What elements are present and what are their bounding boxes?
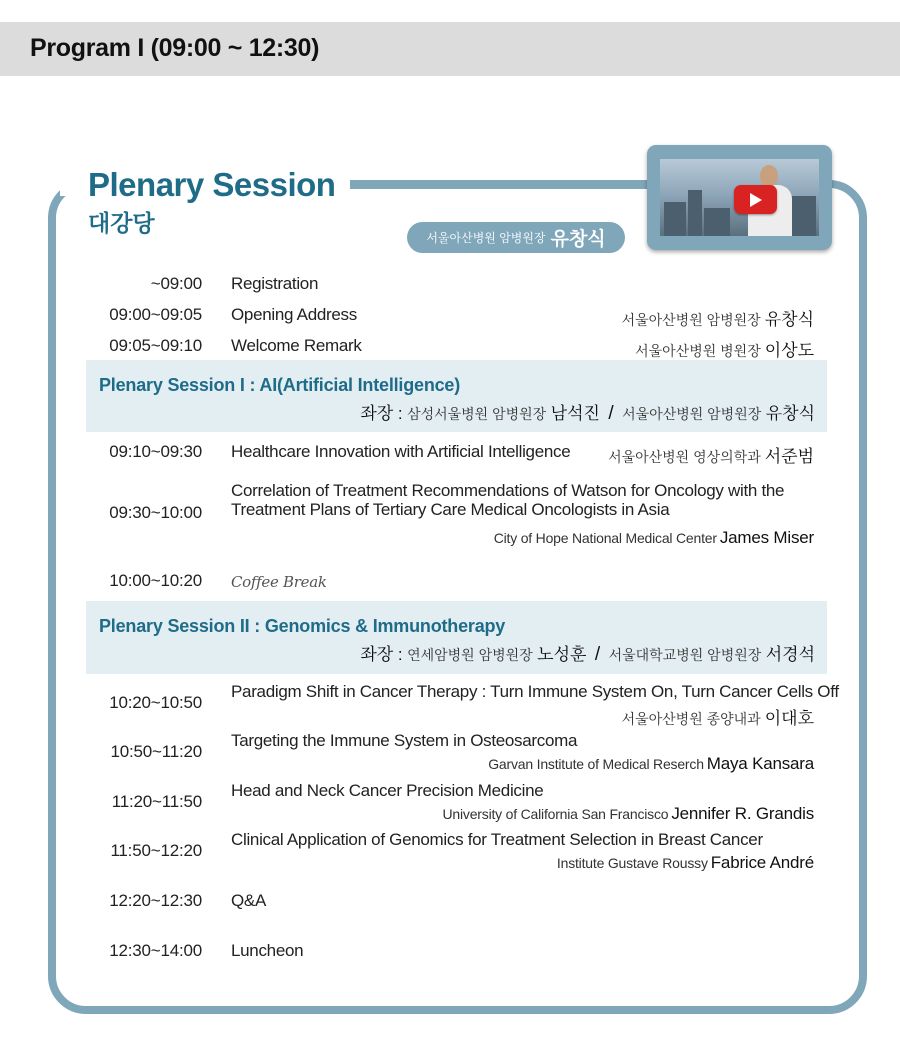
speaker-affiliation: 서울아산병원 종양내과 xyxy=(621,711,761,727)
row-topic: Q&A xyxy=(231,891,267,910)
row-time: 11:20~11:50 xyxy=(111,792,202,811)
video-thumbnail[interactable] xyxy=(647,145,832,250)
row-time: 10:50~11:20 xyxy=(110,742,202,761)
row-topic: Opening Address xyxy=(231,305,357,324)
speaker-name: 이상도 xyxy=(764,341,814,360)
row-topic: Welcome Remark xyxy=(231,336,362,355)
row-time: 09:10~09:30 xyxy=(109,442,202,461)
row-time: 09:30~10:00 xyxy=(109,503,202,522)
row-speaker xyxy=(443,804,814,824)
speaker-name: Fabrice André xyxy=(710,853,814,872)
chair2-name: 서경석 xyxy=(765,645,815,664)
session2-chairs xyxy=(360,640,815,666)
schedule-row xyxy=(90,830,820,874)
row-topic: Targeting the Immune System in Osteosarcoma xyxy=(231,731,578,750)
session-chair-affiliation: 서울아산병원 암병원장 xyxy=(426,231,546,245)
row-speaker xyxy=(635,336,814,361)
row-topic-line1: Correlation of Treatment Recommendations of Watson for Oncology with the xyxy=(231,481,785,500)
speaker-affiliation: 서울아산병원 병원장 xyxy=(635,343,761,359)
row-time: 10:20~10:50 xyxy=(109,693,202,712)
chair-separator: / xyxy=(594,644,601,665)
schedule-row xyxy=(90,481,820,551)
program-title: Program I (09:00 ~ 12:30) xyxy=(30,34,320,62)
chair1-name: 남석진 xyxy=(550,404,600,423)
session-chair-badge xyxy=(407,222,625,253)
row-topic: Clinical Application of Genomics for Treatment Selection in Breast Cancer xyxy=(231,830,763,849)
coffee-break-label: Coffee Break xyxy=(231,573,327,591)
row-topic: Registration xyxy=(231,274,319,293)
speaker-affiliation: 서울아산병원 암병원장 xyxy=(621,312,761,328)
speaker-affiliation: University of California San Francisco xyxy=(442,806,669,822)
session1-title: Plenary Session I : AI(Artificial Intelligence) xyxy=(99,375,461,395)
chair1-name: 노성훈 xyxy=(537,645,587,664)
row-speaker xyxy=(622,305,814,330)
session1-chairs xyxy=(360,399,815,425)
row-speaker xyxy=(494,528,814,548)
speaker-name: James Miser xyxy=(719,528,814,547)
video-image xyxy=(660,159,819,236)
row-time: ~09:00 xyxy=(150,274,202,293)
schedule-row xyxy=(90,682,839,728)
speaker-name: 서준범 xyxy=(764,447,814,466)
chair1-affiliation: 삼성서울병원 암병원장 xyxy=(407,406,547,422)
row-time: 10:00~10:20 xyxy=(109,571,202,590)
title-divider xyxy=(350,180,660,189)
session-title: Plenary Session xyxy=(88,166,336,203)
play-icon xyxy=(750,193,762,207)
row-speaker xyxy=(608,442,814,467)
chair-separator: / xyxy=(608,403,614,424)
row-topic: Healthcare Innovation with Artificial Intelligence xyxy=(231,442,571,461)
row-time: 12:30~14:00 xyxy=(109,941,202,960)
speaker-name: 이대호 xyxy=(764,709,814,728)
speaker-affiliation: Institute Gustave Roussy xyxy=(556,855,708,871)
row-time: 09:00~09:05 xyxy=(109,305,202,324)
speaker-affiliation: City of Hope National Medical Center xyxy=(493,530,717,546)
row-time: 09:05~09:10 xyxy=(109,336,202,355)
session-venue: 대강당 xyxy=(88,210,155,236)
row-speaker xyxy=(622,704,814,729)
chair2-affiliation: 서울대학교병원 암병원장 xyxy=(608,647,762,663)
session2-title: Plenary Session II : Genomics & Immunotherapy xyxy=(99,616,506,636)
row-topic: Paradigm Shift in Cancer Therapy : Turn Immune System On, Turn Cancer Cells Off xyxy=(231,682,839,701)
row-time: 12:20~12:30 xyxy=(109,891,202,910)
speaker-affiliation: 서울아산병원 영상의학과 xyxy=(608,449,761,465)
row-speaker xyxy=(488,754,814,774)
session2-header xyxy=(86,601,827,674)
chair-label: 좌장 : xyxy=(360,645,403,664)
program-header xyxy=(0,22,900,76)
row-time: 11:50~12:20 xyxy=(110,841,202,860)
chair-label: 좌장 : xyxy=(360,404,403,423)
chair2-affiliation: 서울아산병원 암병원장 xyxy=(622,406,762,422)
chair2-name: 유창식 xyxy=(765,404,815,423)
speaker-name: Maya Kansara xyxy=(706,754,814,773)
session1-header xyxy=(86,360,827,432)
row-topic: Luncheon xyxy=(231,941,304,960)
row-topic: Head and Neck Cancer Precision Medicine xyxy=(231,781,544,800)
play-button[interactable] xyxy=(734,185,777,214)
row-speaker xyxy=(557,853,814,873)
top-spacer xyxy=(0,0,900,22)
session-chair-name: 유창식 xyxy=(550,229,606,250)
speaker-affiliation: Garvan Institute of Medical Reserch xyxy=(488,756,704,772)
chair1-affiliation: 연세암병원 암병원장 xyxy=(407,647,533,663)
row-topic-line2: Treatment Plans of Tertiary Care Medical Oncologists in Asia xyxy=(231,500,670,519)
schedule-row xyxy=(90,731,820,775)
speaker-name: Jennifer R. Grandis xyxy=(671,804,814,823)
speaker-name: 유창식 xyxy=(764,310,814,329)
schedule-row xyxy=(90,781,820,825)
